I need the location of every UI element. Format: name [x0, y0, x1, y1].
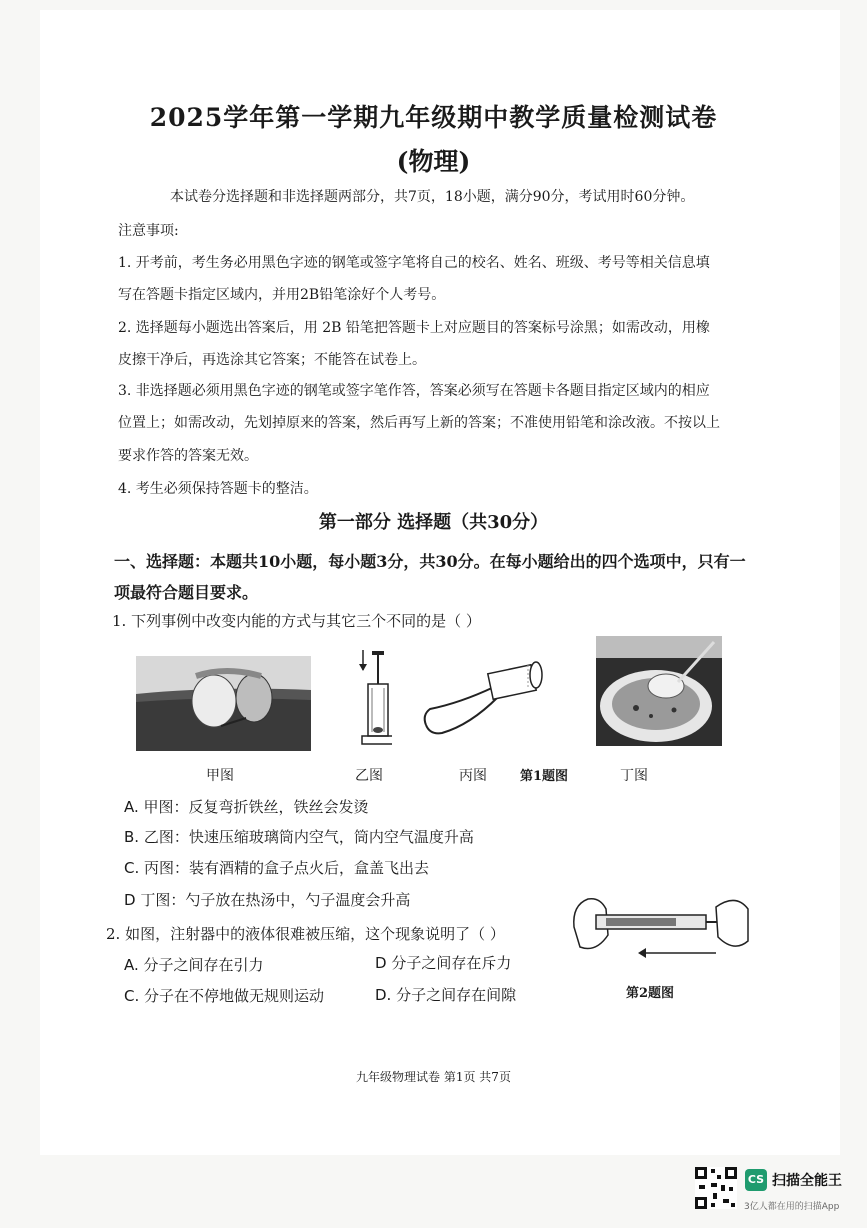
note-line: 3. 非选择题必须用黑色字迹的钢笔或签字笔作答，答案必须写在答题卡各题目指定区域内的相应 [118, 383, 710, 399]
question-1-stem: 1. 下列事例中改变内能的方式与其它三个不同的是（ ） [112, 612, 481, 630]
figure-caption-q2: 第2题图 [626, 986, 675, 1001]
section-instruction: 一、选择题：本题共10小题，每小题3分，共30分。在每小题给出的四个选项中，只有一 [114, 552, 746, 571]
q2-option-c: C. 分子在不停地做无规则运动 [124, 987, 325, 1005]
figure-syringe [566, 887, 750, 971]
notes-heading: 注意事项: [118, 223, 179, 239]
qr-code-icon [695, 1167, 737, 1209]
section-instruction: 项最符合题目要求。 [114, 583, 259, 602]
figure-yi-piston [350, 648, 392, 748]
note-line: 1. 开考前，考生务必用黑色字迹的钢笔或签字笔将自己的校名、姓名、班级、考号等相关信息填 [118, 255, 710, 271]
page-footer: 九年级物理试卷 第1页 共7页 [356, 1070, 511, 1084]
exam-title: 2025学年第一学期九年级期中教学质量检测试卷 [149, 103, 718, 132]
camscanner-logo-icon: CS [745, 1169, 767, 1191]
q2-option-d: D. 分子之间存在间隙 [375, 986, 517, 1004]
figure-bing-box [420, 655, 550, 737]
q1-option-a: A. 甲图：反复弯折铁丝，铁丝会发烫 [124, 798, 369, 816]
exam-intro: 本试卷分选择题和非选择题两部分，共7页，18小题，满分90分，考试用时60分钟。 [170, 189, 695, 205]
question-2-stem: 2. 如图，注射器中的液体很难被压缩，这个现象说明了（ ） [106, 925, 505, 943]
q1-option-d: D 丁图：勺子放在热汤中，勺子温度会升高 [124, 891, 411, 909]
section-title: 第一部分 选择题（共30分） [318, 512, 549, 533]
note-line: 2. 选择题每小题选出答案后，用 2B 铅笔把答题卡上对应题目的答案标号涂黑；如需改动，用橡 [118, 320, 710, 336]
camscanner-tagline: 3亿人都在用的扫描App [744, 1202, 840, 1212]
camscanner-name: 扫描全能王 [772, 1173, 842, 1189]
figure-ding-photo [596, 636, 722, 746]
note-line: 4. 考生必须保持答题卡的整洁。 [118, 481, 318, 497]
figure-jia-photo [136, 656, 311, 751]
note-line: 写在答题卡指定区域内，并用2B铅笔涂好个人考号。 [118, 287, 446, 303]
figure-label-ding: 丁图 [620, 768, 648, 784]
exam-subject: (物理) [396, 147, 471, 176]
figure-label-jia: 甲图 [206, 768, 234, 784]
figure-label-bing: 丙图 [459, 768, 487, 784]
q1-option-b: B. 乙图：快速压缩玻璃筒内空气，筒内空气温度升高 [124, 828, 474, 846]
figure-caption-q1: 第1题图 [520, 769, 569, 784]
q2-option-b: D 分子之间存在斥力 [375, 954, 512, 972]
figure-label-yi: 乙图 [355, 768, 383, 784]
note-line: 皮擦干净后，再选涂其它答案；不能答在试卷上。 [118, 352, 426, 368]
note-line: 位置上；如需改动，先划掉原来的答案，然后再写上新的答案；不准使用铅笔和涂改液。不按以上 [118, 415, 720, 431]
q1-option-c: C. 丙图：装有酒精的盒子点火后，盒盖飞出去 [124, 859, 430, 877]
note-line: 要求作答的答案无效。 [118, 448, 258, 464]
q2-option-a: A. 分子之间存在引力 [124, 956, 264, 974]
